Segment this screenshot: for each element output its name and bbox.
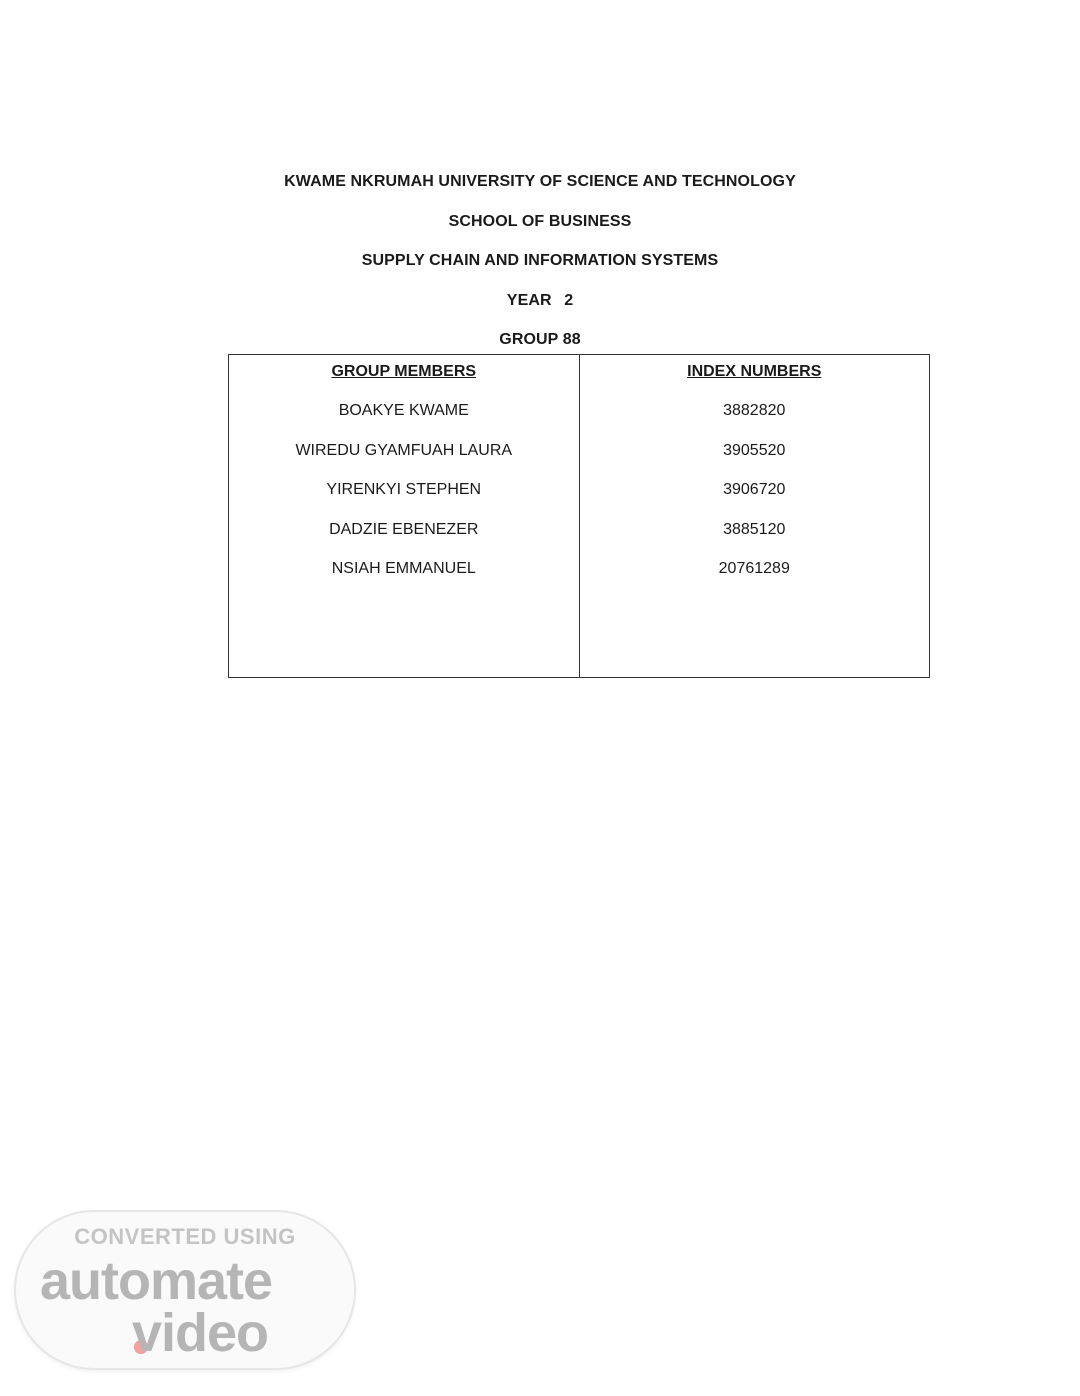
university-title: KWAME NKRUMAH UNIVERSITY OF SCIENCE AND TECHNOLOGY [284, 173, 796, 190]
group-label: GROUP 88 [499, 331, 581, 348]
member-name: NSIAH EMMANUEL [331, 560, 476, 577]
index-column [579, 355, 930, 677]
member-name: DADZIE EBENEZER [329, 521, 479, 538]
index-number: 3906720 [723, 481, 786, 498]
members-column [229, 355, 579, 677]
index-number: 3905520 [723, 442, 786, 459]
members-table [228, 354, 930, 678]
watermark-badge [14, 1210, 356, 1370]
watermark-caption: CONVERTED USING [74, 1224, 296, 1249]
index-number: 20761289 [718, 560, 790, 577]
year-label: YEAR 2 [506, 292, 574, 309]
watermark-brand-suffix: video [132, 1303, 269, 1363]
member-name: YIRENKYI STEPHEN [326, 481, 482, 498]
index-number: 3885120 [723, 521, 786, 538]
member-name: BOAKYE KWAME [338, 402, 469, 419]
school-title: SCHOOL OF BUSINESS [448, 213, 632, 230]
index-number: 3882820 [723, 402, 786, 419]
member-name: WIREDU GYAMFUAH LAURA [295, 442, 513, 459]
index-column-header: INDEX NUMBERS [687, 363, 822, 380]
department-title: SUPPLY CHAIN AND INFORMATION SYSTEMS [361, 252, 719, 269]
watermark-brand: automate [40, 1251, 273, 1311]
members-column-header: GROUP MEMBERS [331, 363, 477, 380]
